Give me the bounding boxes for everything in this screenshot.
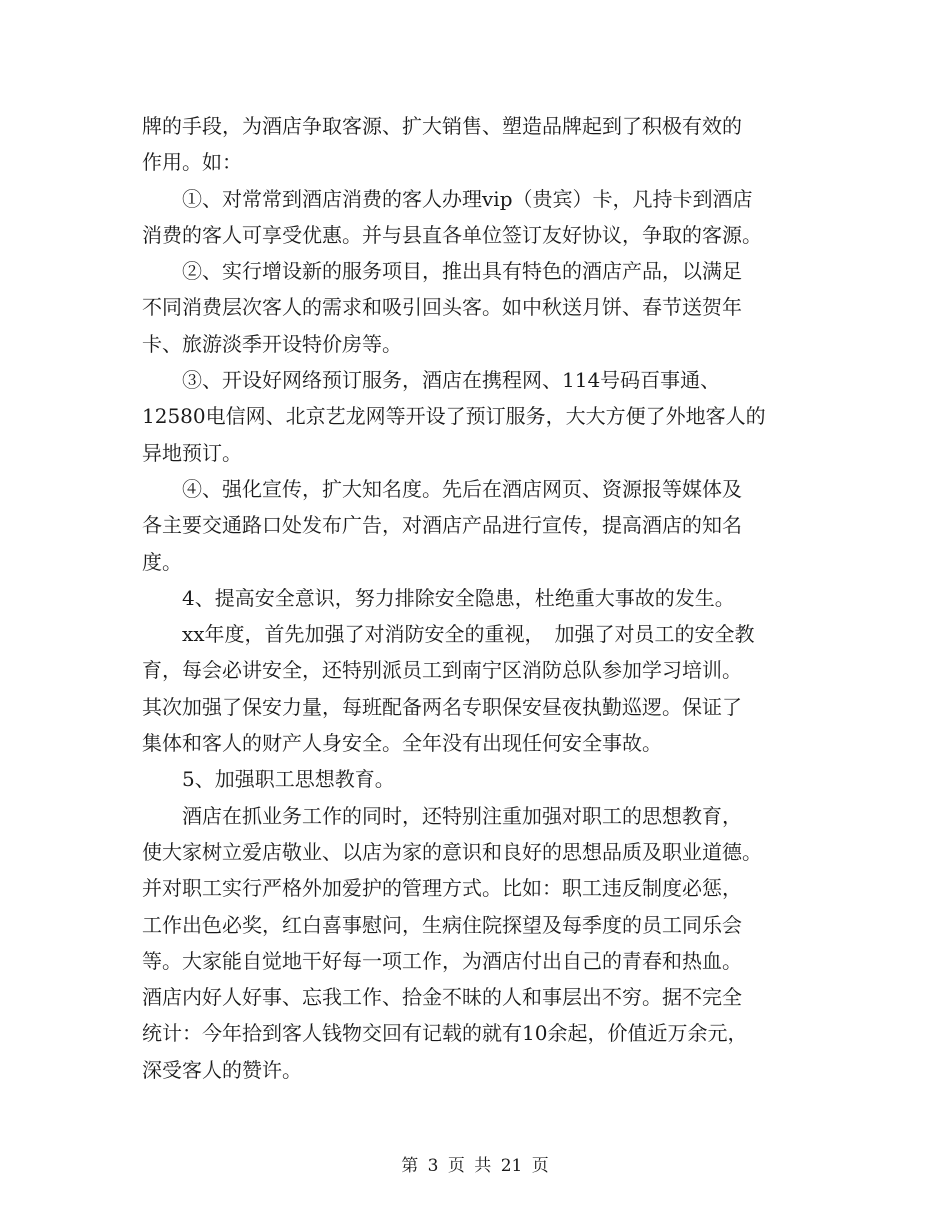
- text-line: 消费的客人可享受优惠。并与县直各单位签订友好协议，争取的客源。: [142, 222, 762, 247]
- text-line: 育，每会必讲安全，还特别派员工到南宁区消防总队参加学习培训。: [142, 658, 742, 683]
- text-line: 深受客人的赞许。: [142, 1057, 302, 1082]
- text-line: 等。大家能自觉地干好每一项工作，为酒店付出自己的青春和热血。: [142, 948, 742, 973]
- section-heading: [142, 761, 812, 797]
- text-line: 并对职工实行严格外加爱护的管理方式。比如：职工违反制度必惩，: [142, 876, 742, 901]
- text-line: xx年度，首先加强了对消防安全的重视， 加强了对员工的安全教: [142, 622, 755, 647]
- text-line: 5、加强职工思想教育。: [142, 767, 395, 792]
- text-line: 不同消费层次客人的需求和吸引回头客。如中秋送月饼、春节送贺年: [142, 295, 742, 320]
- paragraph: [142, 181, 812, 254]
- section-heading: [142, 580, 812, 616]
- text-line: 工作出色必奖，红白喜事慰问，生病住院探望及每季度的员工同乐会: [142, 912, 742, 937]
- text-line: 各主要交通路口处发布广告，对酒店产品进行宣传，提高酒店的知名: [142, 513, 742, 538]
- text-line: ①、对常常到酒店消费的客人办理vip（贵宾）卡，凡持卡到酒店: [142, 186, 753, 211]
- paragraph: [142, 253, 812, 362]
- text-line: 作用。如：: [142, 150, 242, 175]
- text-line: 酒店在抓业务工作的同时，还特别注重加强对职工的思想教育，: [142, 803, 742, 828]
- text-line: 度。: [142, 549, 182, 574]
- paragraph: [142, 108, 812, 181]
- paragraph: [142, 616, 812, 761]
- text-line: 统计：今年拾到客人钱物交回有记载的就有10余起，价值近万余元，: [142, 1021, 748, 1046]
- text-line: 集体和客人的财产人身安全。全年没有出现任何安全事故。: [142, 731, 662, 756]
- text-line: 卡、旅游淡季开设特价房等。: [142, 331, 402, 356]
- text-line: 4、提高安全意识，努力排除安全隐患，杜绝重大事故的发生。: [142, 585, 735, 610]
- text-line: 异地预订。: [142, 440, 242, 465]
- text-line: 牌的手段，为酒店争取客源、扩大销售、塑造品牌起到了积极有效的: [142, 114, 742, 138]
- page-number-footer: 第 3 页 共 21 页: [401, 1156, 549, 1176]
- paragraph: [142, 471, 812, 580]
- paragraph: [142, 362, 812, 471]
- text-line: 其次加强了保安力量，每班配备两名专职保安昼夜执勤巡逻。保证了: [142, 694, 742, 719]
- body-text: [142, 108, 812, 1088]
- text-line: ②、实行增设新的服务项目，推出具有特色的酒店产品，以满足: [142, 259, 742, 284]
- text-line: ③、开设好网络预订服务，酒店在携程网、114号码百事通、: [142, 368, 721, 393]
- text-line: 12580电信网、北京艺龙网等开设了预订服务，大大方便了外地客人的: [142, 404, 766, 429]
- paragraph: [142, 798, 812, 1088]
- text-line: ④、强化宣传，扩大知名度。先后在酒店网页、资源报等媒体及: [142, 476, 742, 501]
- text-line: 酒店内好人好事、忘我工作、拾金不昧的人和事层出不穷。据不完全: [142, 985, 742, 1010]
- text-line: 使大家树立爱店敬业、以店为家的意识和良好的思想品质及职业道德。: [142, 839, 762, 864]
